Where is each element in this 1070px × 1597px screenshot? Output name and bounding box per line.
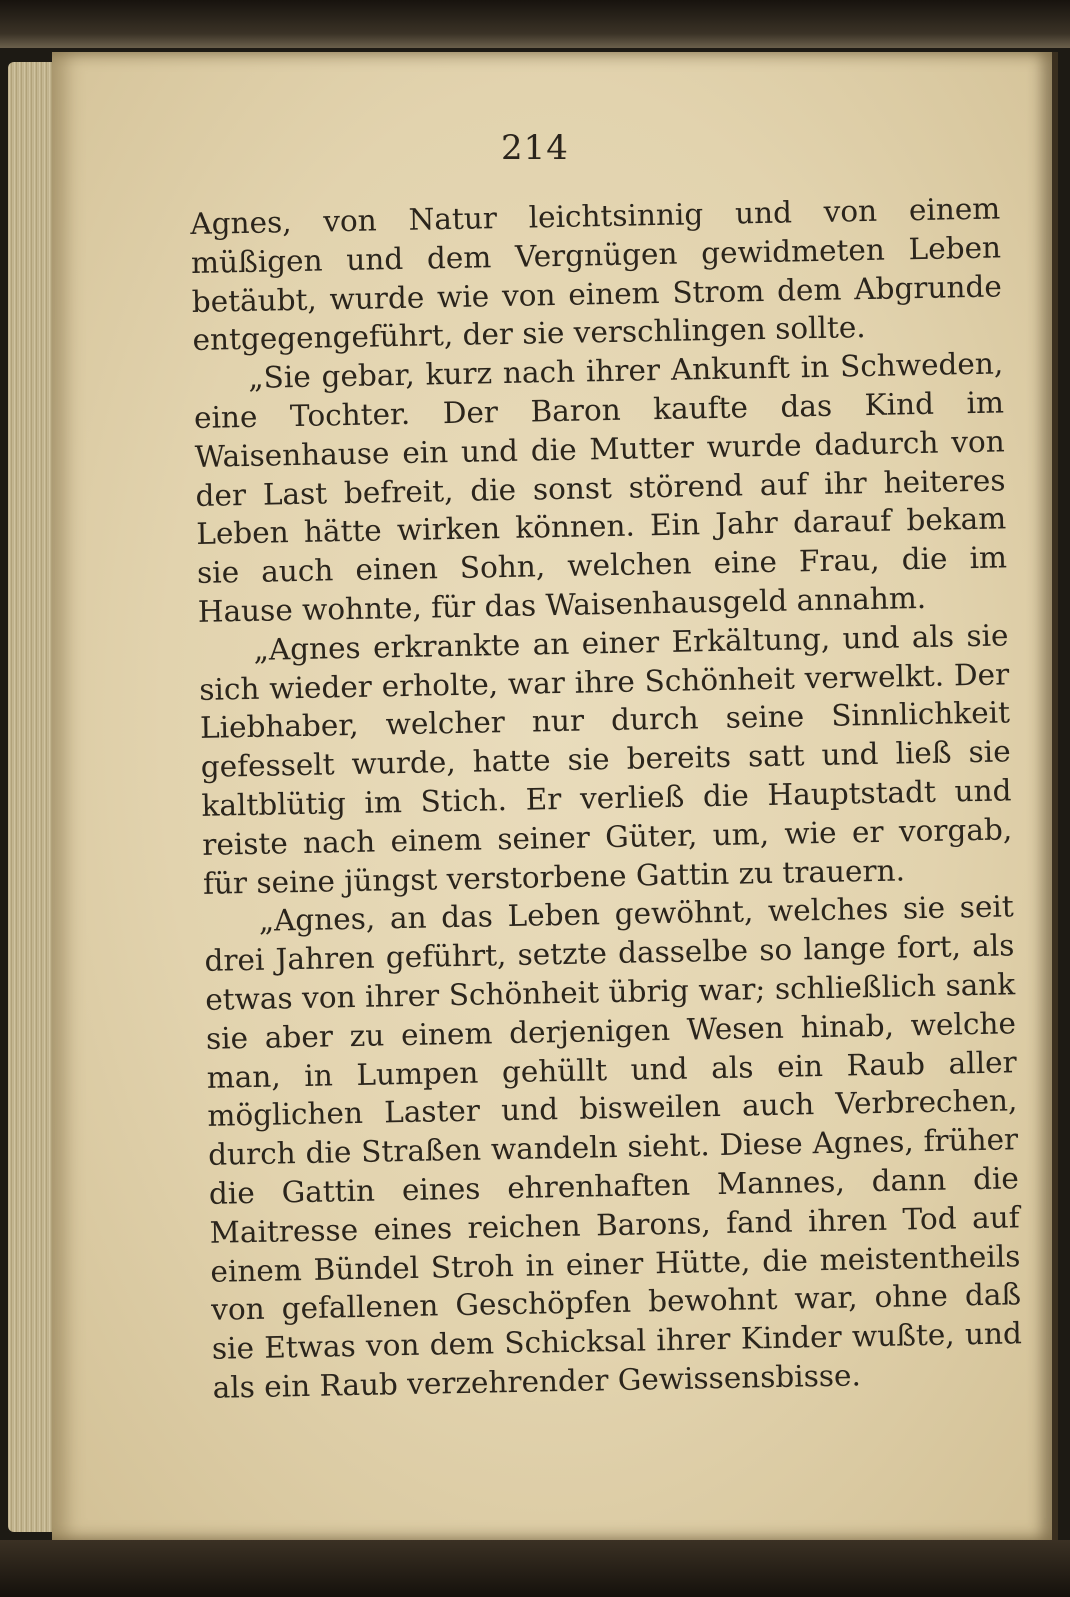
paragraph: Agnes, von Natur leichtsinnig und von einem müßigen und dem Vergnügen gewidmeten Leben betäubt, wurde wie von einem Strom dem Abgrunde entgegengeführt, der sie verschlingen sollte.	[190, 191, 1003, 358]
page-number: 214	[501, 128, 569, 168]
paragraph: „Sie gebar, kurz nach ihrer Ankunft in Schweden, eine Tochter. Der Baron kaufte das Kind im Waisenhause ein und die Mutter wurde dadurch von der Last befreit, die sonst störend auf ihr heiteres Leben hätte wirken können. Ein Jahr darauf bekam sie auch einen Sohn, welchen eine Frau, die im Hause wohnte, für das Waisenhausgeld annahm.	[193, 346, 1008, 629]
body-text	[190, 189, 1023, 1407]
paragraph: „Agnes erkrankte an einer Erkältung, und als sie sich wieder erholte, war ihre Schönheit verwelkt. Der Liebhaber, welcher nur durch seine Sinnlichkeit gefesselt wurde, hatte sie bereits satt und ließ sie kaltblütig im Stich. Er verließ die Hauptstadt und reiste nach einem seiner Güter, um, wie er vorgab, für seine jüngst verstorbene Gattin zu trauern.	[198, 618, 1013, 901]
book-cover-top	[0, 0, 1070, 48]
paragraph: „Agnes, an das Leben gewöhnt, welches sie seit drei Jahren geführt, setzte dasselbe so lange fort, als etwas von ihrer Schönheit übrig war; schließlich sank sie aber zu einem derjenigen Wesen hinab, welche man, in Lumpen gehüllt und als ein Raub aller möglichen Laster und bisweilen auch Verbrechen, durch die Straßen wandeln sieht. Diese Agnes, früher die Gattin eines ehrenhaften Mannes, dann die Maitresse eines reichen Barons, fand ihren Tod auf einem Bündel Stroh in einer Hütte, die meistentheils von gefallenen Geschöpfen bewohnt war, ohne daß sie Etwas von dem Schicksal ihrer Kinder wußte, und als ein Raub verzehrender Gewissensbisse.	[204, 889, 1023, 1405]
book-cover-bottom	[0, 1540, 1070, 1597]
